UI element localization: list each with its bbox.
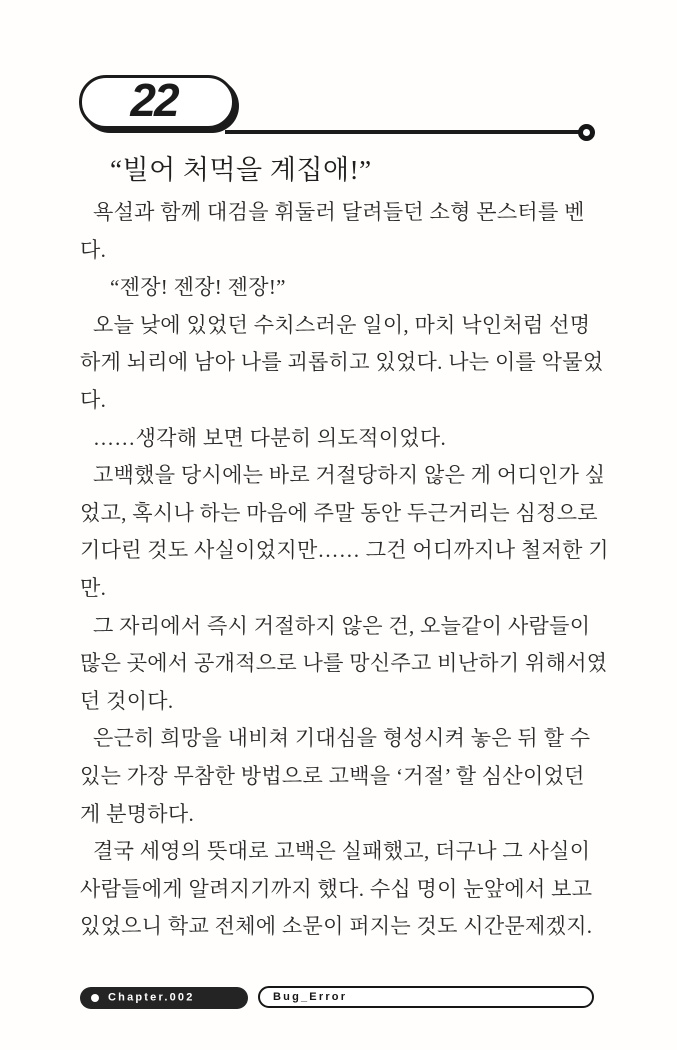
footer-chapter-label: Chapter.002 bbox=[108, 991, 195, 1003]
body-text-line: 고백했을 당시에는 바로 거절당하지 않은 게 어디인가 싶 bbox=[93, 463, 606, 488]
bullet-dot-icon bbox=[91, 994, 99, 1002]
chapter-divider-line bbox=[225, 130, 581, 134]
dialogue-heading: “빌어 처먹을 계집애!” bbox=[110, 155, 372, 185]
body-text-line: 있었으니 학교 전체에 소문이 퍼지는 것도 시간문제겠지. bbox=[80, 914, 593, 939]
body-text-line: 은근히 희망을 내비쳐 기대심을 형성시켜 놓은 뒤 할 수 bbox=[93, 726, 591, 751]
body-text-line: 결국 세영의 뜻대로 고백은 실패했고, 더구나 그 사실이 bbox=[93, 839, 591, 864]
body-text-line: ……생각해 보면 다분히 의도적이었다. bbox=[93, 425, 447, 450]
footer-title-label: Bug_Error bbox=[273, 990, 348, 1003]
ring-icon bbox=[578, 124, 595, 141]
body-text-line: 오늘 낮에 있었던 수치스러운 일이, 마치 낙인처럼 선명 bbox=[93, 312, 591, 337]
footer-title-pill bbox=[258, 986, 594, 1008]
body-text-line: 다. bbox=[80, 237, 107, 262]
chapter-number-badge bbox=[79, 75, 235, 129]
body-text-line: 하게 뇌리에 남아 나를 괴롭히고 있었다. 나는 이를 악물었 bbox=[80, 350, 604, 375]
body-text-line: “젠장! 젠장! 젠장!” bbox=[110, 275, 286, 300]
chapter-number: 22 bbox=[130, 74, 178, 126]
footer-chapter-pill bbox=[80, 987, 248, 1009]
body-text-line: 그 자리에서 즉시 거절하지 않은 건, 오늘같이 사람들이 bbox=[93, 613, 591, 638]
body-text-line: 던 것이다. bbox=[80, 688, 174, 713]
body-text-line: 욕설과 함께 대검을 휘둘러 달려들던 소형 몬스터를 벤 bbox=[93, 200, 585, 224]
body-text-line: 었고, 혹시나 하는 마음에 주말 동안 두근거리는 심정으로 bbox=[80, 500, 598, 525]
body-text-line: 만. bbox=[80, 575, 107, 600]
body-text-column bbox=[80, 150, 609, 946]
body-text-line: 사람들에게 알려지기까지 했다. 수십 명이 눈앞에서 보고 bbox=[80, 876, 593, 901]
body-text-line: 다. bbox=[80, 387, 107, 412]
body-text-line: 게 분명하다. bbox=[80, 801, 195, 826]
body-text-line: 기다린 것도 사실이었지만…… 그건 어디까지나 철저한 기 bbox=[80, 538, 609, 563]
body-text-line: 있는 가장 무참한 방법으로 고백을 ‘거절’ 할 심산이었던 bbox=[80, 763, 585, 788]
body-text-line: 많은 곳에서 공개적으로 나를 망신주고 비난하기 위해서였 bbox=[80, 651, 608, 676]
